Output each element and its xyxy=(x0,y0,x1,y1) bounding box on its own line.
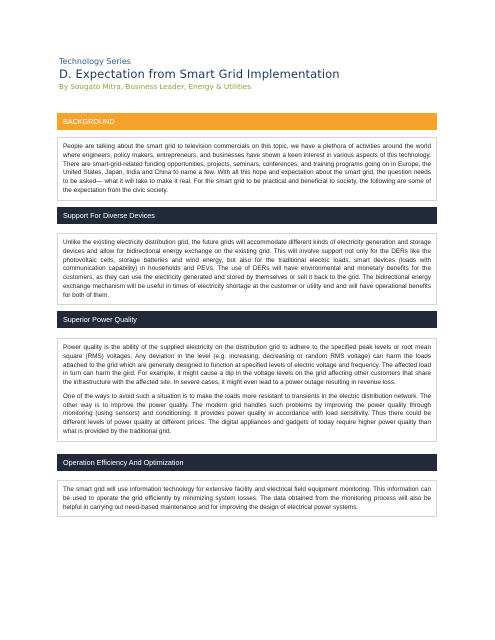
paragraph: Unlike the existing electricity distribution grid, the future grids will accommodate different kinds of electricity generation and storage devices and allow for bidirectional energy exchange on the existing grid. This will involve support not only for the DERs like the photovoltaic cells, storage batteries and wind energy, but also for the traditional electric loads, smart devices (loads with communication capability) in households and PEVs. The use of DERs will have environmental and monetary benefits for the customers, as they can use the electricity generated and stored by themselves or sell it back to the grid. The bidirectional energy exchange mechanism will be useful in times of electricity shortage at the customer or utility end and will have operational benefits for both of them. xyxy=(63,239,431,299)
section-heading-operation-efficiency: Operation Efficiency And Optimization xyxy=(57,454,437,471)
series-label: Technology Series xyxy=(59,57,131,66)
section-body-diverse-devices xyxy=(57,233,437,305)
paragraph: One of the ways to avoid such a situation is to make the loads more resistant to transients in the electric distribution network. The other way is to improve the power quality. The modern grid handles such problems by improving the power quality through monitoring (using sensors) and conditioning. It provides power quality in accordance with load sensitivity. Thus there could be different levels of power quality at different prices. The digital appliances and gadgets of today require higher power quality than what is provided by the traditional grid. xyxy=(63,392,431,435)
paragraph: Power quality is the ability of the supplied electricity on the distribution grid to adhere to the specified peak levels or root mean square (RMS) voltages. Any deviation in the level (e.g. increasing, decreasing or random RMS voltage) can harm the loads attached to the grid which are generally designed to function at specified levels of electric voltage and frequency. The affected load in turn can harm the gird. For example, it might cause a dip in the voltage levels on the grid affecting other customers that share the infrastructure with the affected site. In severe cases, it might even lead to a power outage resulting in revenue loss. xyxy=(63,344,431,386)
section-body-background xyxy=(57,137,437,201)
paragraph: People are talking about the smart grid to television commercials on this topic, we have a plethora of activities around the world where engineers, policy makers, entrepreneurs, and businesses have shown a keen interest in various aspects of this technology. There are smart-grid-related funding opportunities, projects, seminars, conferences, and training programs going on in Europe, the United States, Japan, India and China to name a few. With all this hope and expectation about the smart grid, the question needs to be asked— what it will take to make it real. For the smart grid to be practical and beneficial to society, the following are some of the expectation from the civic society. xyxy=(63,143,431,194)
paragraph: The smart grid will use information technology for extensive facility and electrical field equipment monitoring. This information can be used to operate the grid efficiently by minimizing system losses. The data obtained from the monitoring process will also be helpful in carrying out need-based maintenance and for improving the design of electrical power systems. xyxy=(63,486,431,511)
section-body-power-quality xyxy=(57,338,437,442)
section-heading-background: BACKGROUND xyxy=(57,113,437,130)
author-byline: By Sougato Mitra, Business Leader, Energy & Utilities xyxy=(59,82,251,91)
page-title: D. Expectation from Smart Grid Implementation xyxy=(59,67,340,81)
section-heading-diverse-devices: Support For Diverse Devices xyxy=(57,207,437,224)
section-heading-power-quality: Superior Power Quality xyxy=(57,311,437,328)
section-body-operation-efficiency xyxy=(57,480,437,517)
